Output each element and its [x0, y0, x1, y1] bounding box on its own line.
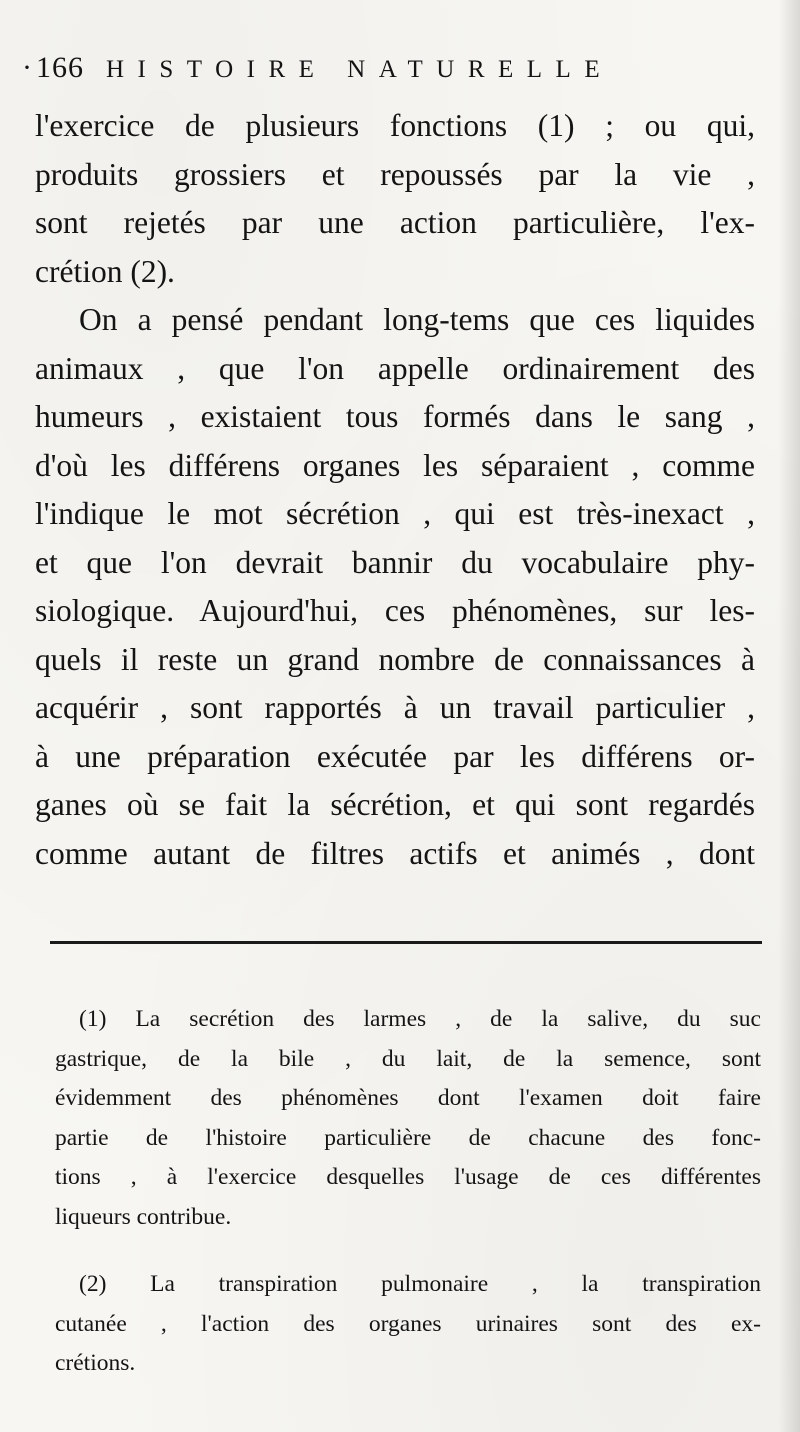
header-mark: · [22, 51, 32, 84]
running-header [22, 44, 762, 92]
text-line: produits grossiers et repoussés par la vie , [35, 156, 755, 192]
paragraph-1 [35, 102, 755, 296]
text-line: quels il reste un grand nombre de connaissances à [35, 641, 755, 677]
footnote-line: gastrique, de la bile , du lait, de la semence, sont [55, 1045, 761, 1072]
text-line: à une préparation exécutée par les différens or- [35, 738, 755, 774]
text-line: sont rejetés par une action particulière, l'ex- [35, 205, 755, 240]
main-text [35, 102, 755, 878]
running-title: HISTOIRE NATURELLE [106, 56, 614, 83]
footnote-line: (2) La transpiration pulmonaire , la transpiration [79, 1271, 761, 1297]
footnote-line: crétions. [55, 1350, 136, 1376]
text-line: et que l'on devrait bannir du vocabulaire phy- [35, 544, 755, 580]
footnote-line: évidemment des phénomènes dont l'examen doit faire [55, 1085, 761, 1111]
text-line: acquérir , sont rapportés à un travail particulier , [35, 690, 755, 725]
text-line: l'indique le mot sécrétion , qui est très-inexact , [35, 496, 755, 531]
text-line: siologique. Aujourd'hui, ces phénomènes, sur les- [35, 593, 755, 628]
text-line: crétion (2). [35, 253, 175, 289]
footnote-2 [55, 1265, 761, 1384]
footnote-line: partie de l'histoire particulière de chacune des fonc- [55, 1124, 761, 1151]
page-number: 166 [36, 51, 84, 84]
footnotes [55, 1000, 761, 1412]
paragraph-2 [35, 296, 755, 878]
text-line: animaux , que l'on appelle ordinairement des [35, 350, 755, 386]
footnote-separator-rule [50, 941, 762, 944]
text-line: On a pensé pendant long-tems que ces liquides [79, 302, 755, 337]
footnote-1 [55, 1000, 761, 1237]
text-line: d'où les différens organes les séparaient , comme [35, 447, 755, 483]
text-line: comme autant de filtres actifs et animés , dont [35, 835, 755, 871]
text-line: humeurs , existaient tous formés dans le sang , [35, 399, 755, 434]
text-line: ganes où se fait la sécrétion, et qui sont regardés [35, 787, 755, 822]
footnote-line: tions , à l'exercice desquelles l'usage de ces différentes [55, 1164, 761, 1190]
text-line: l'exercice de plusieurs fonctions (1) ; ou qui, [35, 108, 755, 143]
footnote-line: cutanée , l'action des organes urinaires sont des ex- [55, 1310, 761, 1337]
footnote-line: liqueurs contribue. [55, 1203, 232, 1230]
footnote-line: (1) La secrétion des larmes , de la salive, du suc [79, 1006, 761, 1032]
